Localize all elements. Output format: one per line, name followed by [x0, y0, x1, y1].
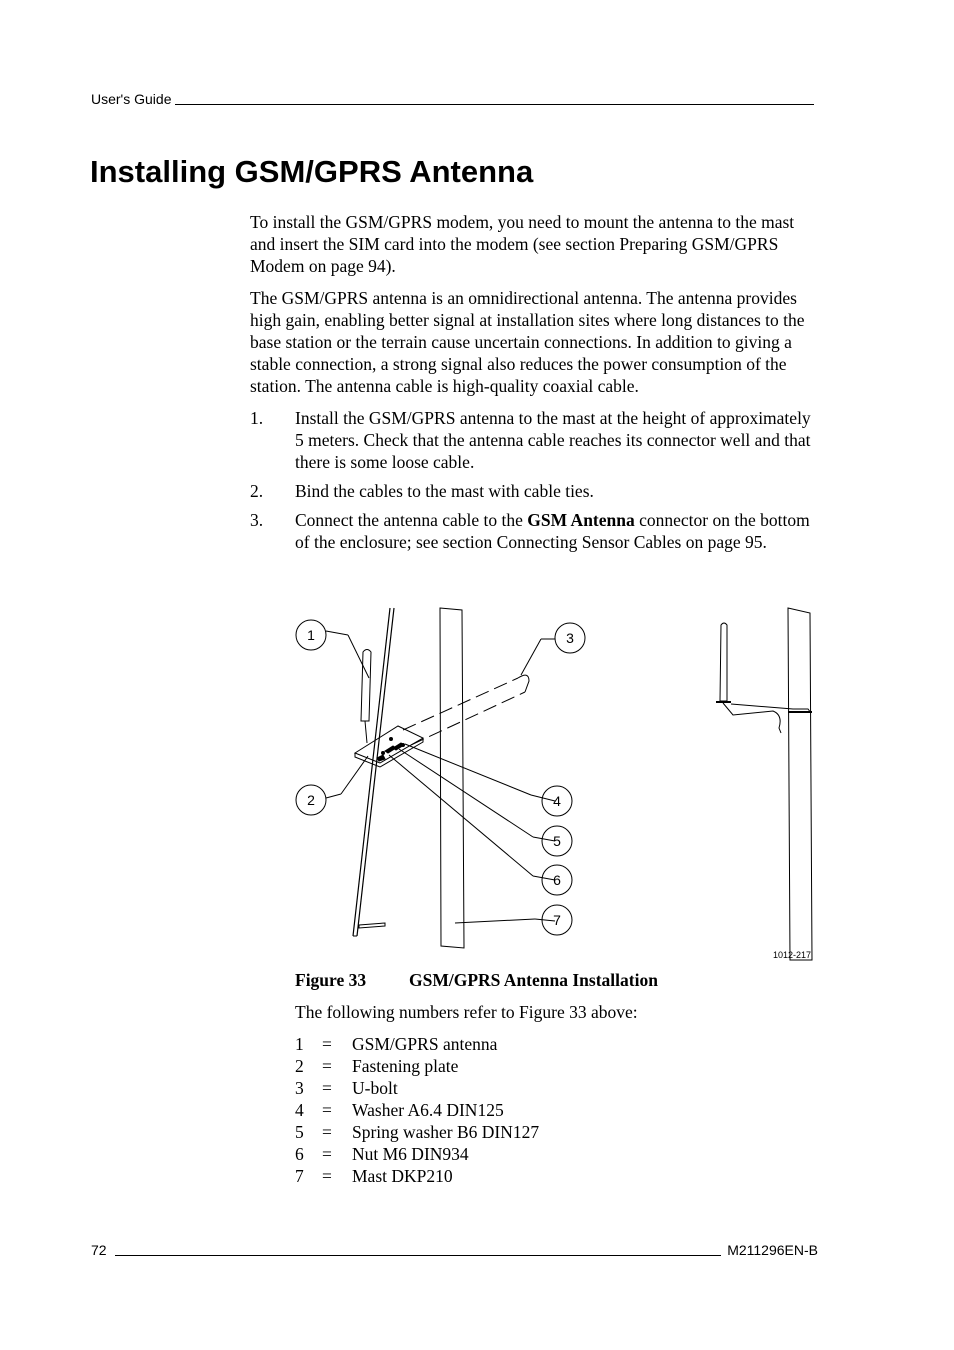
callout-4: 4	[553, 793, 561, 809]
cable-tie	[359, 923, 385, 928]
legend-number: 5	[295, 1122, 304, 1142]
figure-caption	[295, 969, 658, 991]
step-text	[295, 509, 818, 553]
legend-row	[295, 1099, 539, 1121]
legend-text: Fastening plate	[352, 1056, 459, 1076]
reference-text: The following numbers refer to Figure 33 above:	[295, 1002, 638, 1022]
figure-code: 1012-217	[772, 950, 811, 960]
legend-number: 1	[295, 1034, 304, 1054]
footer-rule	[115, 1255, 722, 1256]
intro-paragraph-2: The GSM/GPRS antenna is an omnidirectional antenna. The antenna provides high gain, enabling better signal at installation sites where long distances to the base station or the terrain cause uncertain connections. In addition to giving a stable connection, a strong signal also reduces the power consumption of the station. The antenna cable is high-quality coaxial cable.	[250, 288, 805, 396]
document-id: M211296EN-B	[727, 1242, 818, 1258]
page-title: Installing GSM/GPRS Antenna	[90, 154, 534, 189]
u-bolt-dash	[403, 678, 518, 730]
legend-number: 3	[295, 1078, 304, 1098]
legend-row	[295, 1143, 539, 1165]
step-text-after: connector on the bottom of the enclosure; see section Connecting Sensor Cables on page 95.	[295, 510, 810, 552]
step-text: Install the GSM/GPRS antenna to the mast at the height of approximately 5 meters. Check that the antenna cable reaches its connector well and that there is some loose cable.	[295, 408, 811, 472]
install-steps	[250, 407, 818, 553]
legend-number: 7	[295, 1166, 304, 1186]
legend-row	[295, 1055, 539, 1077]
legend-number: 2	[295, 1056, 304, 1076]
figure-caption-text: GSM/GPRS Antenna Installation	[409, 970, 658, 990]
header-text: User's Guide	[91, 91, 172, 107]
legend-number: 6	[295, 1144, 304, 1164]
step-text-before: Connect the antenna cable to the	[295, 510, 528, 530]
callout-1: 1	[307, 627, 315, 643]
body-text	[250, 211, 818, 560]
legend-equals: =	[322, 1100, 332, 1120]
step-number: 2.	[250, 481, 264, 501]
gsm-antenna-term: GSM Antenna	[527, 510, 635, 530]
header-rule	[175, 104, 814, 105]
right-mast	[788, 608, 812, 960]
figure-legend	[295, 1033, 539, 1187]
callout-6: 6	[553, 872, 561, 888]
u-bolt-bend	[518, 675, 529, 692]
legend-text: Spring washer B6 DIN127	[352, 1122, 540, 1142]
step-1	[250, 407, 818, 473]
legend-text: Mast DKP210	[352, 1166, 453, 1186]
legend-equals: =	[322, 1034, 332, 1054]
legend-text: GSM/GPRS antenna	[352, 1034, 498, 1054]
legend-equals: =	[322, 1122, 332, 1142]
page-header	[91, 90, 814, 108]
legend-text: Nut M6 DIN934	[352, 1144, 469, 1164]
figure-label: Figure 33	[295, 970, 367, 990]
legend-text: U-bolt	[352, 1078, 398, 1098]
legend-equals: =	[322, 1056, 332, 1076]
antenna-installation-figure	[293, 603, 818, 963]
step-number: 1.	[250, 408, 264, 428]
legend-equals: =	[322, 1166, 332, 1186]
callout-7: 7	[553, 912, 561, 928]
page-number: 72	[91, 1242, 107, 1258]
legend-equals: =	[322, 1078, 332, 1098]
legend-number: 4	[295, 1100, 304, 1120]
legend-row	[295, 1121, 539, 1143]
callout-2: 2	[307, 792, 315, 808]
callout-3: 3	[566, 630, 574, 646]
step-text: Bind the cables to the mast with cable ties.	[295, 481, 594, 501]
callout-5: 5	[553, 833, 561, 849]
intro-paragraph-1: To install the GSM/GPRS modem, you need to mount the antenna to the mast and insert the SIM card into the modem (see section Preparing GSM/GPRS Modem on page 94).	[250, 212, 795, 276]
legend-row	[295, 1165, 539, 1187]
antenna-whip	[361, 650, 371, 722]
right-antenna	[720, 623, 727, 701]
step-2	[250, 480, 818, 502]
legend-row	[295, 1033, 539, 1055]
legend-row	[295, 1077, 539, 1099]
legend-equals: =	[322, 1144, 332, 1164]
legend-text: Washer A6.4 DIN125	[352, 1100, 504, 1120]
page-footer	[91, 1241, 818, 1259]
step-number: 3.	[250, 510, 264, 530]
step-3	[250, 509, 818, 553]
